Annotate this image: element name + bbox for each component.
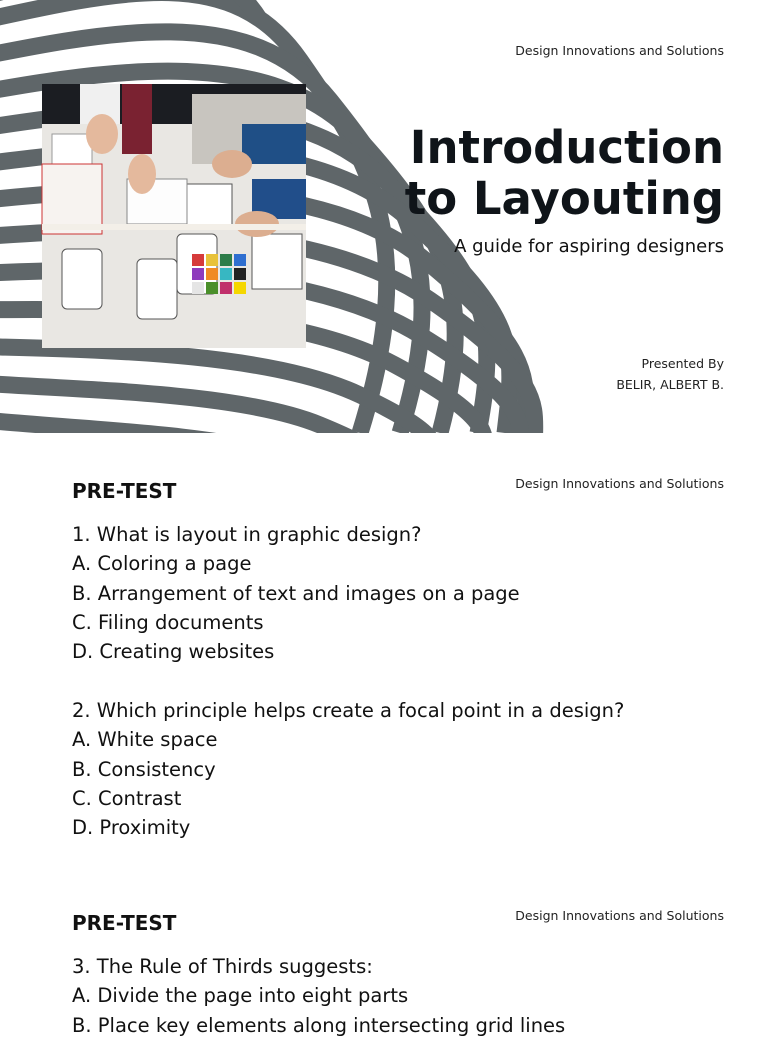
question-3 <box>72 952 565 1040</box>
presented-by-label: Presented By <box>641 356 724 371</box>
option-b: B. Arrangement of text and images on a page <box>72 581 520 605</box>
pretest-slide-2 <box>0 865 768 1037</box>
question-1 <box>72 520 520 666</box>
option-a: A. White space <box>72 728 218 752</box>
option-d: D. Creating websites <box>72 640 275 664</box>
question-text: 2. Which principle helps create a focal point in a design? <box>72 699 625 722</box>
title-line-2: to Layouting <box>404 172 724 225</box>
pretest-slide-1 <box>0 433 768 865</box>
option-d: D. Proximity <box>72 816 191 840</box>
option-c: C. Filing documents <box>72 610 264 634</box>
presenter-block <box>616 353 724 395</box>
design-team-photo <box>42 84 306 348</box>
pretest-heading: PRE-TEST <box>72 479 177 503</box>
cover-slide <box>0 0 768 433</box>
option-b: B. Place key elements along intersecting grid lines <box>72 1013 566 1037</box>
org-label: Design Innovations and Solutions <box>515 476 724 491</box>
option-a: A. Coloring a page <box>72 552 252 576</box>
page-title <box>405 122 724 224</box>
org-label: Design Innovations and Solutions <box>515 908 724 923</box>
option-b: B. Consistency <box>72 757 216 781</box>
subtitle: A guide for aspiring designers <box>454 236 724 257</box>
presenter-name: BELIR, ALBERT B. <box>616 377 724 392</box>
title-line-1: Introduction <box>409 121 724 174</box>
org-label: Design Innovations and Solutions <box>515 43 724 58</box>
question-text: 1. What is layout in graphic design? <box>72 523 422 546</box>
option-a: A. Divide the page into eight parts <box>72 984 409 1008</box>
pretest-heading: PRE-TEST <box>72 911 177 935</box>
question-text: 3. The Rule of Thirds suggests: <box>72 955 373 978</box>
question-2 <box>72 696 624 842</box>
option-c: C. Contrast <box>72 786 182 810</box>
